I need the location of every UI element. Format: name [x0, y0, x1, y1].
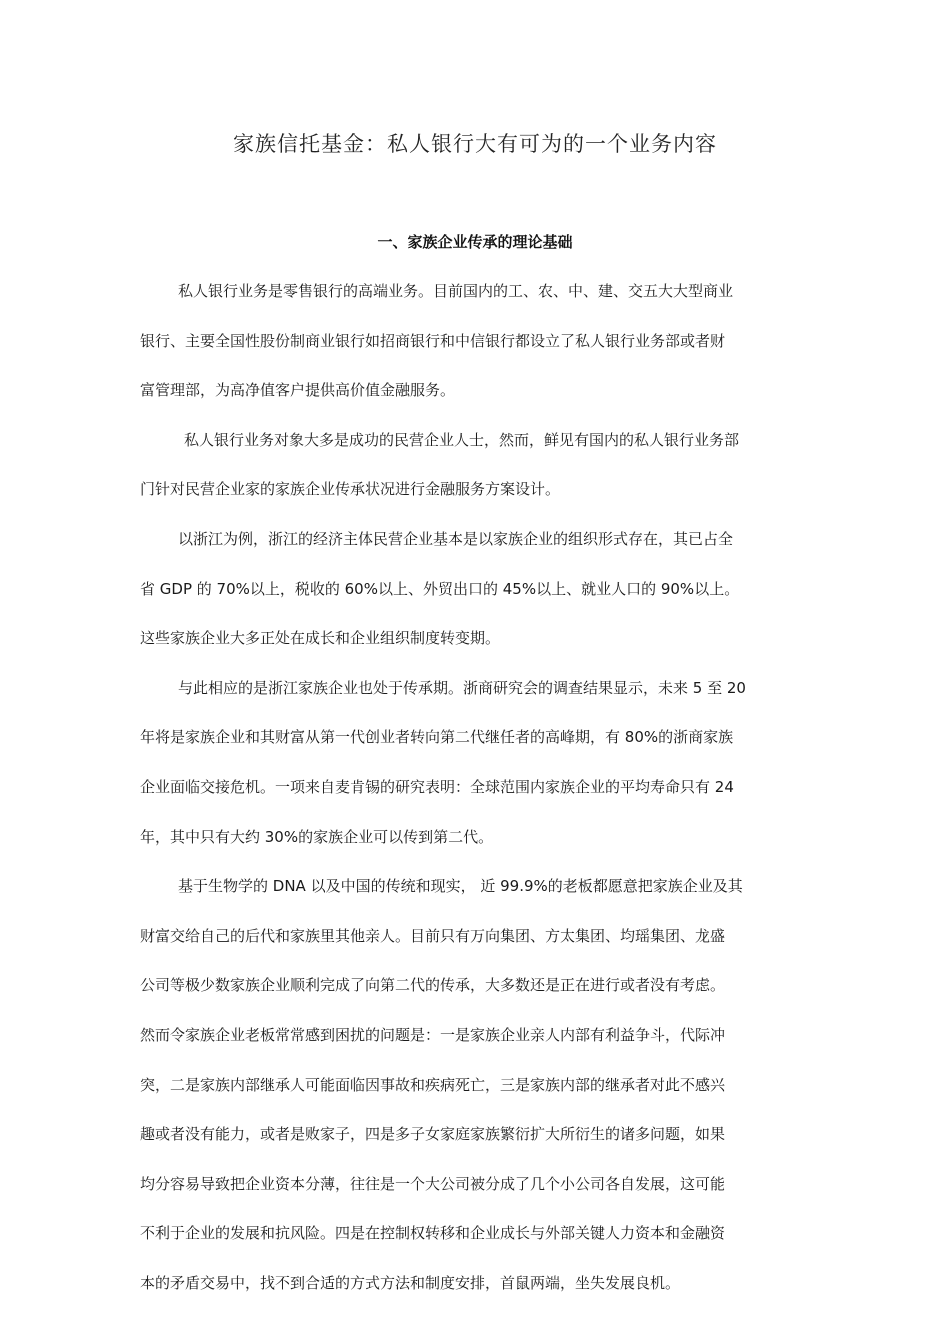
- paragraph-line: 富管理部，为高净值客户提供高价值金融服务。: [140, 381, 456, 400]
- paragraph-line: 省 GDP 的 70%以上，税收的 60%以上、外贸出口的 45%以上、就业人口的 90%以上。: [140, 579, 740, 598]
- paragraph-line: 与此相应的是浙江家族企业也处于传承期。浙商研究会的调查结果显示，未来 5 至 20: [178, 678, 746, 697]
- body-text: [140, 275, 820, 1316]
- section-heading: 一、家族企业传承的理论基础: [377, 233, 573, 251]
- paragraph-line: 趣或者没有能力，或者是败家子，四是多子女家庭家族繁衍扩大所衍生的诸多问题，如果: [140, 1125, 726, 1144]
- paragraph-line: 基于生物学的 DNA 以及中国的传统和现实， 近 99.9%的老板都愿意把家族企业及其: [178, 877, 743, 896]
- paragraph-line: 本的矛盾交易中，找不到合适的方式方法和制度安排，首鼠两端，坐失发展良机。: [140, 1273, 681, 1292]
- paragraph-line: 银行、主要全国性股份制商业银行如招商银行和中信银行都设立了私人银行业务部或者财: [140, 331, 726, 350]
- paragraph-line: 门针对民营企业家的家族企业传承状况进行金融服务方案设计。: [140, 480, 561, 499]
- paragraph-line: 这些家族企业大多正处在成长和企业组织制度转变期。: [140, 629, 501, 648]
- paragraph-line: 以浙江为例，浙江的经济主体民营企业基本是以家族企业的组织形式存在，其已占全: [178, 529, 734, 548]
- paragraph-line: 财富交给自己的后代和家族里其他亲人。目前只有万向集团、方太集团、均瑶集团、龙盛: [140, 926, 726, 945]
- paragraph-line: 均分容易导致把企业资本分薄，往往是一个大公司被分成了几个小公司各自发展，这可能: [140, 1174, 726, 1193]
- paragraph-line: 突，二是家族内部继承人可能面临因事故和疾病死亡，三是家族内部的继承者对此不感兴: [140, 1075, 726, 1094]
- paragraph-line: 不利于企业的发展和抗风险。四是在控制权转移和企业成长与外部关键人力资本和金融资: [140, 1224, 726, 1243]
- paragraph-line: 企业面临交接危机。一项来自麦肯锡的研究表明：全球范围内家族企业的平均寿命只有 24: [140, 777, 734, 796]
- paragraph-line: 私人银行业务对象大多是成功的民营企业人士，然而，鲜见有国内的私人银行业务部: [184, 430, 740, 449]
- paragraph-line: 年，其中只有大约 30%的家族企业可以传到第二代。: [140, 827, 494, 846]
- paragraph-line: 年将是家族企业和其财富从第一代创业者转向第二代继任者的高峰期，有 80%的浙商家族: [140, 728, 734, 747]
- document-title: 家族信托基金：私人银行大有可为的一个业务内容: [233, 132, 717, 156]
- paragraph-line: 然而令家族企业老板常常感到困扰的问题是：一是家族企业亲人内部有利益争斗，代际冲: [140, 1025, 726, 1044]
- paragraph-line: 私人银行业务是零售银行的高端业务。目前国内的工、农、中、建、交五大大型商业: [178, 282, 734, 300]
- paragraph-line: 公司等极少数家族企业顺利完成了向第二代的传承，大多数还是正在进行或者没有考虑。: [140, 976, 726, 995]
